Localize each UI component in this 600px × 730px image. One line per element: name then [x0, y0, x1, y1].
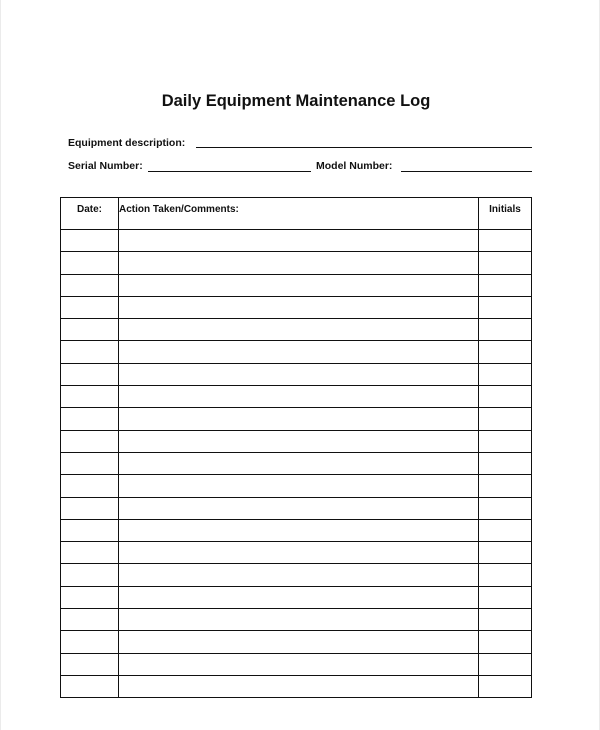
date-cell[interactable] [61, 319, 119, 341]
table-row [61, 230, 532, 252]
table-row [61, 475, 532, 497]
table-row [61, 519, 532, 541]
date-cell[interactable] [61, 631, 119, 653]
initials-cell[interactable] [479, 609, 532, 631]
initials-cell[interactable] [479, 230, 532, 252]
initials-cell[interactable] [479, 675, 532, 697]
initials-cell[interactable] [479, 363, 532, 385]
initials-cell[interactable] [479, 430, 532, 452]
action-cell[interactable] [119, 519, 479, 541]
initials-column-header: Initials [479, 198, 532, 230]
table-row [61, 274, 532, 296]
date-column-header: Date: [61, 198, 119, 230]
date-cell[interactable] [61, 564, 119, 586]
initials-cell[interactable] [479, 452, 532, 474]
initials-cell[interactable] [479, 631, 532, 653]
date-cell[interactable] [61, 408, 119, 430]
initials-cell[interactable] [479, 408, 532, 430]
initials-cell[interactable] [479, 274, 532, 296]
table-row [61, 408, 532, 430]
date-cell[interactable] [61, 430, 119, 452]
initials-cell[interactable] [479, 252, 532, 274]
initials-cell[interactable] [479, 296, 532, 318]
date-cell[interactable] [61, 363, 119, 385]
initials-cell[interactable] [479, 586, 532, 608]
equipment-description-label: Equipment description: [68, 137, 186, 149]
action-cell[interactable] [119, 341, 479, 363]
table-row [61, 586, 532, 608]
table-row [61, 430, 532, 452]
model-number-line[interactable] [401, 171, 532, 172]
table-row [61, 497, 532, 519]
action-cell[interactable] [119, 430, 479, 452]
action-cell[interactable] [119, 497, 479, 519]
action-cell[interactable] [119, 675, 479, 697]
action-cell[interactable] [119, 542, 479, 564]
table-row [61, 296, 532, 318]
date-cell[interactable] [61, 542, 119, 564]
date-cell[interactable] [61, 653, 119, 675]
action-cell[interactable] [119, 475, 479, 497]
table-row [61, 341, 532, 363]
initials-cell[interactable] [479, 564, 532, 586]
action-cell[interactable] [119, 452, 479, 474]
date-cell[interactable] [61, 497, 119, 519]
date-cell[interactable] [61, 452, 119, 474]
action-column-header: Action Taken/Comments: [119, 198, 479, 230]
initials-cell[interactable] [479, 386, 532, 408]
initials-cell[interactable] [479, 653, 532, 675]
action-cell[interactable] [119, 653, 479, 675]
action-cell[interactable] [119, 386, 479, 408]
log-rows [61, 230, 532, 698]
date-cell[interactable] [61, 675, 119, 697]
initials-cell[interactable] [479, 475, 532, 497]
serial-number-line[interactable] [148, 171, 311, 172]
table-row [61, 609, 532, 631]
initials-cell[interactable] [479, 319, 532, 341]
table-row [61, 363, 532, 385]
date-cell[interactable] [61, 519, 119, 541]
table-row [61, 252, 532, 274]
equipment-description-line[interactable] [196, 147, 532, 148]
action-cell[interactable] [119, 363, 479, 385]
table-row [61, 564, 532, 586]
model-number-label: Model Number: [316, 160, 393, 172]
page-title: Daily Equipment Maintenance Log [161, 92, 431, 110]
action-cell[interactable] [119, 408, 479, 430]
action-cell[interactable] [119, 319, 479, 341]
initials-cell[interactable] [479, 341, 532, 363]
action-cell[interactable] [119, 586, 479, 608]
date-cell[interactable] [61, 274, 119, 296]
initials-cell[interactable] [479, 519, 532, 541]
action-cell[interactable] [119, 252, 479, 274]
date-cell[interactable] [61, 609, 119, 631]
table-row [61, 452, 532, 474]
table-row [61, 631, 532, 653]
maintenance-log-table [60, 197, 532, 698]
date-cell[interactable] [61, 386, 119, 408]
document-page [1, 0, 599, 730]
action-cell[interactable] [119, 230, 479, 252]
action-cell[interactable] [119, 631, 479, 653]
initials-cell[interactable] [479, 542, 532, 564]
date-cell[interactable] [61, 586, 119, 608]
table-row [61, 319, 532, 341]
date-cell[interactable] [61, 341, 119, 363]
action-cell[interactable] [119, 609, 479, 631]
date-cell[interactable] [61, 296, 119, 318]
table-header-row [61, 198, 532, 230]
serial-number-label: Serial Number: [68, 160, 143, 172]
table-row [61, 542, 532, 564]
initials-cell[interactable] [479, 497, 532, 519]
date-cell[interactable] [61, 475, 119, 497]
date-cell[interactable] [61, 230, 119, 252]
table-row [61, 675, 532, 697]
table-row [61, 653, 532, 675]
action-cell[interactable] [119, 296, 479, 318]
action-cell[interactable] [119, 564, 479, 586]
table-row [61, 386, 532, 408]
date-cell[interactable] [61, 252, 119, 274]
action-cell[interactable] [119, 274, 479, 296]
